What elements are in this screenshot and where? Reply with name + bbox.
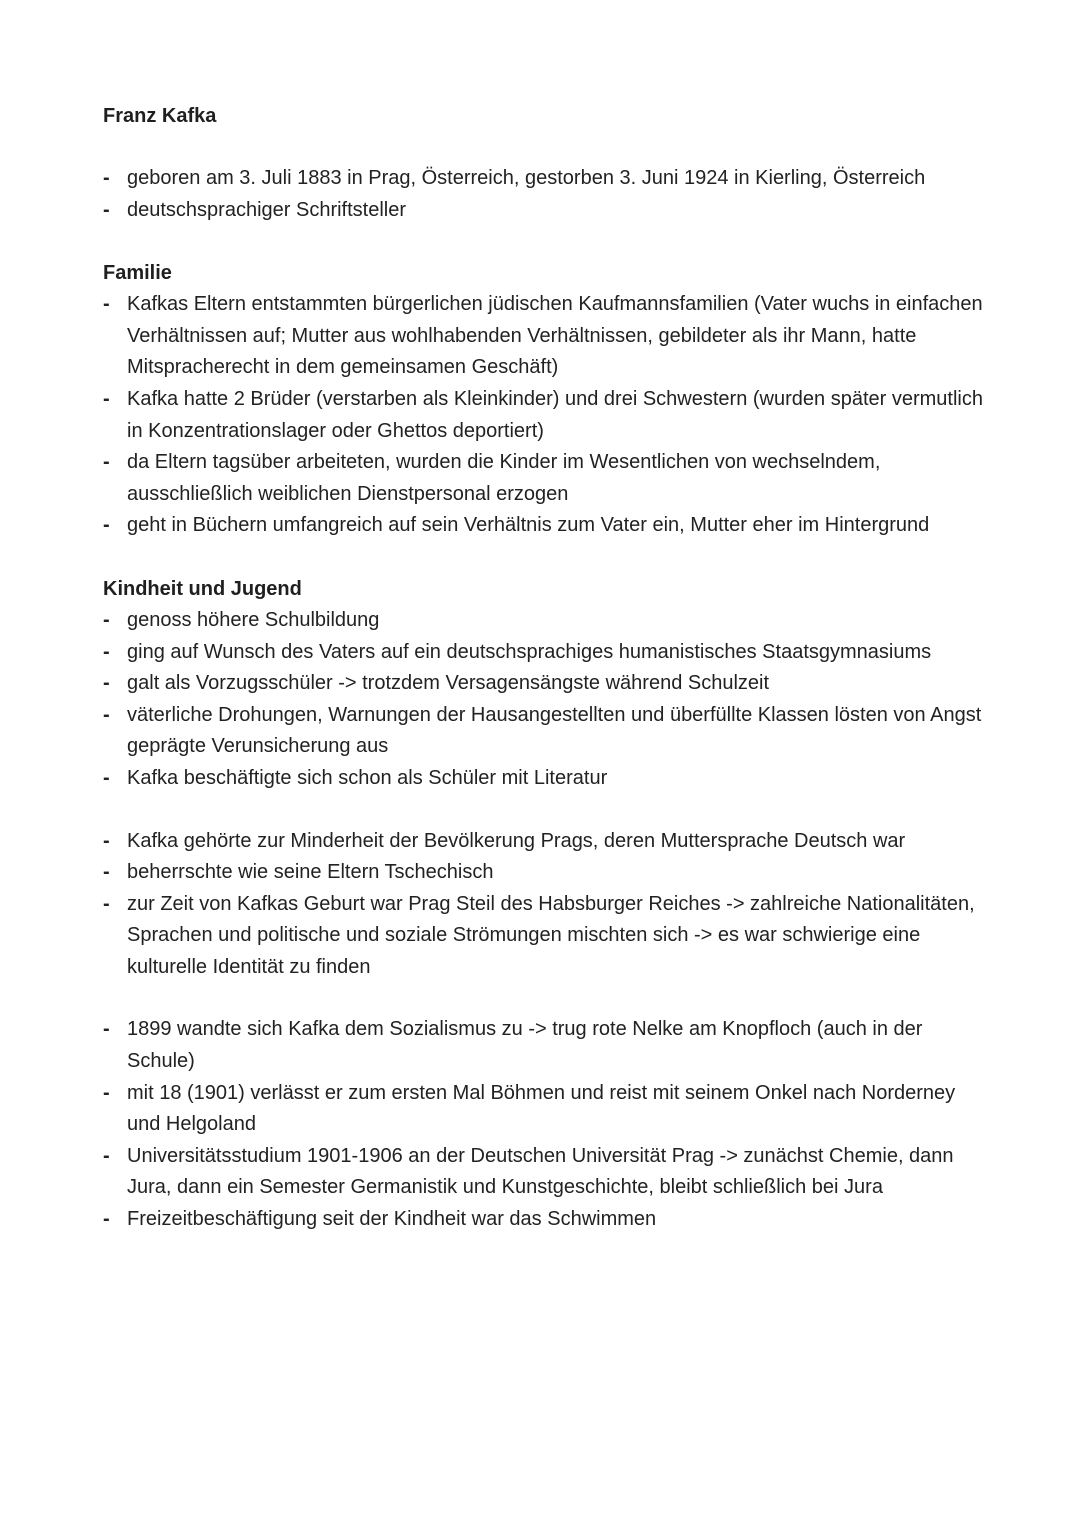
list-item [103, 163, 983, 195]
list-item-text: mit 18 (1901) verlässt er zum ersten Mal Böhmen und reist mit seinem Onkel nach Norderney und Helgoland [127, 1081, 956, 1136]
spacer [103, 226, 983, 257]
bullet-dash: - [103, 1081, 110, 1104]
list-item [103, 1014, 983, 1077]
list-item-text: geht in Büchern umfangreich auf sein Verhältnis zum Vater ein, Mutter eher im Hintergrund [127, 514, 930, 537]
childhood-list-3 [103, 1014, 983, 1235]
bullet-dash: - [103, 640, 110, 663]
bullet-dash: - [103, 829, 110, 852]
list-item-text: galt als Vorzugsschüler -> trotzdem Versagensängste während Schulzeit [127, 672, 770, 695]
bullet-dash: - [103, 387, 110, 410]
list-item-text: Kafka beschäftigte sich schon als Schüler mit Literatur [127, 766, 608, 789]
section-heading-kindheit: Kindheit und Jugend [103, 577, 302, 600]
list-item [103, 1141, 983, 1204]
childhood-list-2 [103, 826, 983, 984]
list-item [103, 447, 983, 510]
list-item [103, 384, 983, 447]
document-title: Franz Kafka [103, 105, 217, 127]
list-item [103, 289, 983, 384]
list-item-text: deutschsprachiger Schriftsteller [127, 198, 407, 221]
list-item-text: da Eltern tagsüber arbeiteten, wurden die Kinder im Wesentlichen von wechselndem, ausschließlich weiblichen Dienstpersonal erzogen [127, 451, 881, 505]
spacer [103, 132, 983, 163]
list-item-text: zur Zeit von Kafkas Geburt war Prag Steil des Habsburger Reiches -> zahlreiche Nationalitäten, Sprachen und politische und soziale Strömungen mischten sich -> es war schwierige eine kulturelle Identität zu finden [127, 892, 975, 978]
bullet-dash: - [103, 293, 110, 316]
list-item [103, 195, 983, 227]
bullet-dash: - [103, 892, 110, 915]
bullet-dash: - [103, 608, 110, 631]
bullet-dash: - [103, 451, 110, 474]
list-item [103, 826, 983, 858]
document-content [103, 100, 983, 1236]
list-item-text: Kafka gehörte zur Minderheit der Bevölkerung Prags, deren Muttersprache Deutsch war [127, 829, 906, 852]
bullet-dash: - [103, 1018, 110, 1041]
list-item-text: 1899 wandte sich Kafka dem Sozialismus zu -> trug rote Nelke am Knopfloch (auch in der Schule) [127, 1018, 923, 1073]
list-item-text: Kafkas Eltern entstammten bürgerlichen jüdischen Kaufmannsfamilien (Vater wuchs in einfachen Verhältnissen auf; Mutter aus wohlhabenden Verhältnissen, gebildeter als ihr Mann, hatte Mitspracherecht in dem gemeinsamen Geschäft) [127, 293, 983, 379]
list-item-text: ging auf Wunsch des Vaters auf ein deutschsprachiges humanistisches Staatsgymnasiums [127, 640, 932, 663]
list-item-text: Kafka hatte 2 Brüder (verstarben als Kleinkinder) und drei Schwestern (wurden später vermutlich in Konzentrationslager oder Ghettos deportiert) [127, 387, 983, 442]
bullet-dash: - [103, 198, 110, 221]
list-item [103, 1204, 983, 1236]
list-item [103, 857, 983, 889]
list-item [103, 637, 983, 669]
list-item-text: väterliche Drohungen, Warnungen der Hausangestellten und überfüllte Klassen lösten von Angst geprägte Verunsicherung aus [127, 703, 982, 758]
bullet-dash: - [103, 672, 110, 695]
bullet-dash: - [103, 1144, 110, 1167]
bullet-dash: - [103, 703, 110, 726]
family-list [103, 289, 983, 542]
intro-list [103, 163, 983, 226]
section-heading-familie: Familie [103, 262, 172, 285]
bullet-dash: - [103, 1208, 110, 1231]
list-item-text: beherrschte wie seine Eltern Tschechisch [127, 861, 494, 884]
bullet-dash: - [103, 167, 110, 189]
list-item-text: Universitätsstudium 1901-1906 an der Deutschen Universität Prag -> zunächst Chemie, dann Jura, dann ein Semester Germanistik und Kunstgeschichte, bleibt schließlich bei Jura [127, 1144, 954, 1199]
childhood-list [103, 605, 983, 795]
bullet-dash: - [103, 766, 110, 789]
list-item [103, 605, 983, 637]
list-item [103, 763, 983, 795]
list-item [103, 700, 983, 763]
list-item-text: Freizeitbeschäftigung seit der Kindheit war das Schwimmen [127, 1208, 657, 1231]
bullet-dash: - [103, 861, 110, 884]
list-item-text: geboren am 3. Juli 1883 in Prag, Österreich, gestorben 3. Juni 1924 in Kierling, Österreich [127, 167, 926, 189]
spacer [103, 983, 983, 1014]
list-item [103, 510, 983, 542]
list-item-text: genoss höhere Schulbildung [127, 608, 380, 631]
spacer [103, 795, 983, 826]
list-item [103, 668, 983, 700]
list-item [103, 1078, 983, 1141]
bullet-dash: - [103, 514, 110, 537]
spacer [103, 542, 983, 573]
list-item [103, 889, 983, 984]
